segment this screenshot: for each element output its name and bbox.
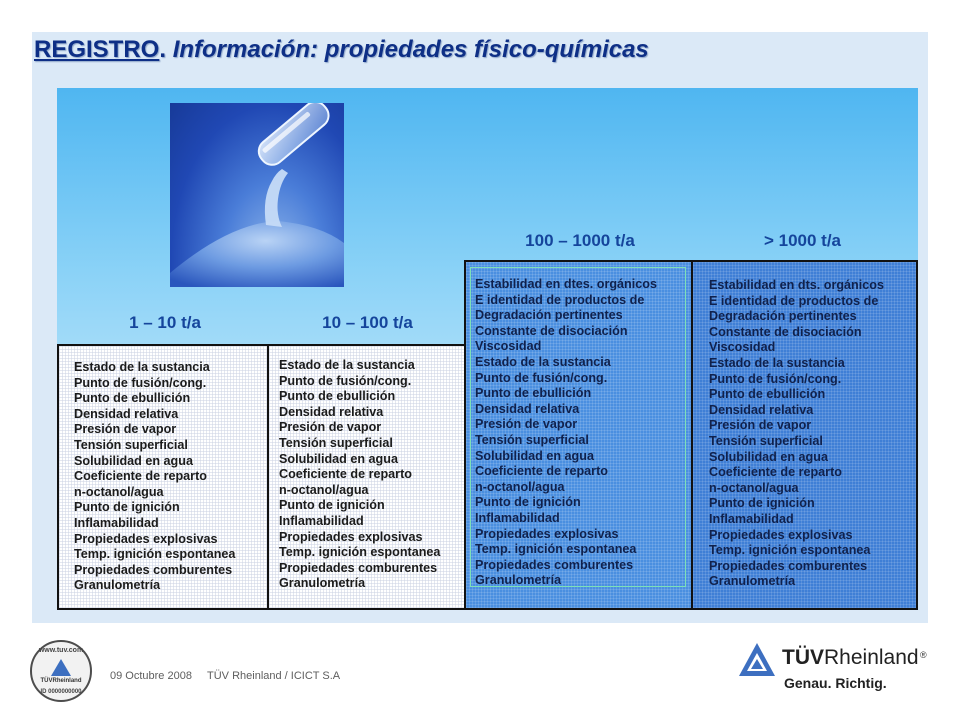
powder-pouring-illustration — [170, 103, 344, 287]
list-item: Coeficiente de reparto — [475, 464, 608, 479]
list-item: Punto de ebullición — [74, 391, 191, 406]
list-item: Constante de disociación — [475, 323, 628, 338]
list-item: Propiedades comburentes — [279, 560, 438, 575]
list-item: Propiedades comburentes — [475, 557, 634, 572]
list-item: Densidad relativa — [279, 404, 384, 419]
list-item: n-octanol/agua — [279, 482, 369, 497]
seal-id: ID 0000000000 — [40, 689, 82, 695]
footer — [110, 670, 340, 682]
list-item: Punto de ignición — [709, 496, 815, 511]
page-title — [34, 36, 649, 64]
list-item: Temp. ignición espontanea — [709, 543, 871, 558]
list-item: Punto de ignición — [74, 500, 180, 515]
list-item: Tensión superficial — [475, 432, 589, 447]
requirements-list — [74, 360, 235, 594]
footer-date: 09 Octubre 2008 — [110, 670, 192, 682]
list-item: Constante de disociación — [709, 324, 862, 339]
list-item: Tensión superficial — [279, 435, 393, 450]
list-item: Presión de vapor — [74, 422, 177, 437]
powder-pouring-image — [170, 103, 344, 287]
list-item: Inflamabilidad — [74, 515, 159, 530]
list-item: Punto de fusión/cong. — [709, 371, 842, 386]
title-subtitle: Información: propiedades físico-químicas — [172, 36, 649, 63]
brand-slogan: Genau. Richtig. — [784, 675, 887, 691]
list-item: Punto de ignición — [475, 495, 581, 510]
list-item: Solubilidad en agua — [475, 448, 594, 463]
list-item: Inflamabilidad — [279, 513, 364, 528]
list-item: Presión de vapor — [279, 420, 382, 435]
list-item: Propiedades comburentes — [709, 558, 868, 573]
list-item: Estabilidad en dts. orgánicos — [709, 278, 884, 292]
list-item: n-octanol/agua — [475, 479, 565, 494]
list-item: Punto de ebullición — [709, 387, 826, 402]
list-item: Propiedades explosivas — [709, 527, 853, 542]
requirements-list — [279, 358, 440, 592]
list-item: Estabilidad en dtes. orgánicos — [475, 277, 657, 291]
tier-label-4: > 1000 t/a — [763, 231, 842, 250]
title-registro: REGISTRO — [34, 36, 160, 63]
list-item: Granulometría — [709, 574, 796, 589]
list-item: Estado de la sustancia — [74, 360, 210, 374]
list-item: Solubilidad en agua — [279, 451, 398, 466]
list-item: Tensión superficial — [709, 433, 823, 448]
list-item: Granulometría — [279, 576, 366, 591]
tuv-triangle-icon — [738, 642, 776, 678]
brand-name — [782, 646, 919, 670]
list-item: E identidad de productos de — [709, 293, 879, 308]
list-item: Estado de la sustancia — [279, 358, 415, 372]
list-item: n-octanol/agua — [709, 480, 799, 495]
list-item: Estado de la sustancia — [709, 355, 845, 370]
requirements-box-10-100 — [267, 344, 468, 610]
list-item: Inflamabilidad — [475, 510, 560, 525]
brand-name-bold: TÜV — [782, 646, 824, 669]
seal-brand: TÜVRheinland — [40, 678, 82, 684]
list-item: E identidad de productos de — [475, 292, 645, 307]
list-item: Propiedades explosivas — [279, 529, 423, 544]
list-item: Temp. ignición espontanea — [475, 542, 637, 557]
list-item: Solubilidad en agua — [709, 449, 828, 464]
list-item: Punto de fusión/cong. — [74, 375, 207, 390]
requirements-box-1-10 — [57, 344, 270, 610]
list-item: Densidad relativa — [709, 402, 814, 417]
list-item: Densidad relativa — [74, 406, 179, 421]
list-item: Presión de vapor — [709, 418, 812, 433]
tier-label-2: 10 – 100 t/a — [322, 313, 413, 332]
list-item: Viscosidad — [475, 339, 542, 354]
seal-url: www.tuv.com — [38, 647, 84, 654]
list-item: Granulometría — [74, 578, 161, 593]
requirements-list — [709, 278, 884, 590]
list-item: Punto de fusión/cong. — [279, 373, 412, 388]
list-item: Presión de vapor — [475, 417, 578, 432]
registered-mark: ® — [920, 650, 927, 660]
list-item: Tensión superficial — [74, 437, 188, 452]
tuv-rheinland-logo — [738, 640, 938, 696]
tier-label-3: 100 – 1000 t/a — [525, 231, 635, 250]
list-item: Estado de la sustancia — [475, 354, 611, 369]
tuv-seal-icon — [30, 640, 92, 702]
list-item: Propiedades explosivas — [74, 531, 218, 546]
list-item: Punto de ignición — [279, 498, 385, 513]
list-item: n-octanol/agua — [74, 484, 164, 499]
list-item: Granulometría — [475, 573, 562, 588]
list-item: Degradación pertinentes — [475, 308, 623, 323]
list-item: Coeficiente de reparto — [709, 465, 842, 480]
highlight-frame — [470, 267, 686, 587]
seal-triangle-icon — [51, 659, 71, 676]
footer-org: TÜV Rheinland / ICICT S.A — [207, 670, 341, 682]
list-item: Temp. ignición espontanea — [74, 547, 236, 562]
list-item: Degradación pertinentes — [709, 309, 857, 324]
title-separator: . — [159, 36, 173, 63]
list-item: Punto de ebullición — [475, 386, 592, 401]
list-item: Propiedades explosivas — [475, 526, 619, 541]
list-item: Solubilidad en agua — [74, 453, 193, 468]
requirements-box-over-1000 — [691, 260, 918, 610]
list-item: Propiedades comburentes — [74, 562, 233, 577]
list-item: Coeficiente de reparto — [279, 467, 412, 482]
list-item: Punto de ebullición — [279, 389, 396, 404]
list-item: Inflamabilidad — [709, 511, 794, 526]
brand-name-rest: Rheinland — [824, 646, 919, 669]
list-item: Punto de fusión/cong. — [475, 370, 608, 385]
list-item: Viscosidad — [709, 340, 776, 355]
tier-label-1: 1 – 10 t/a — [129, 313, 201, 332]
list-item: Temp. ignición espontanea — [279, 545, 441, 560]
list-item: Coeficiente de reparto — [74, 469, 207, 484]
list-item: Densidad relativa — [475, 401, 580, 416]
